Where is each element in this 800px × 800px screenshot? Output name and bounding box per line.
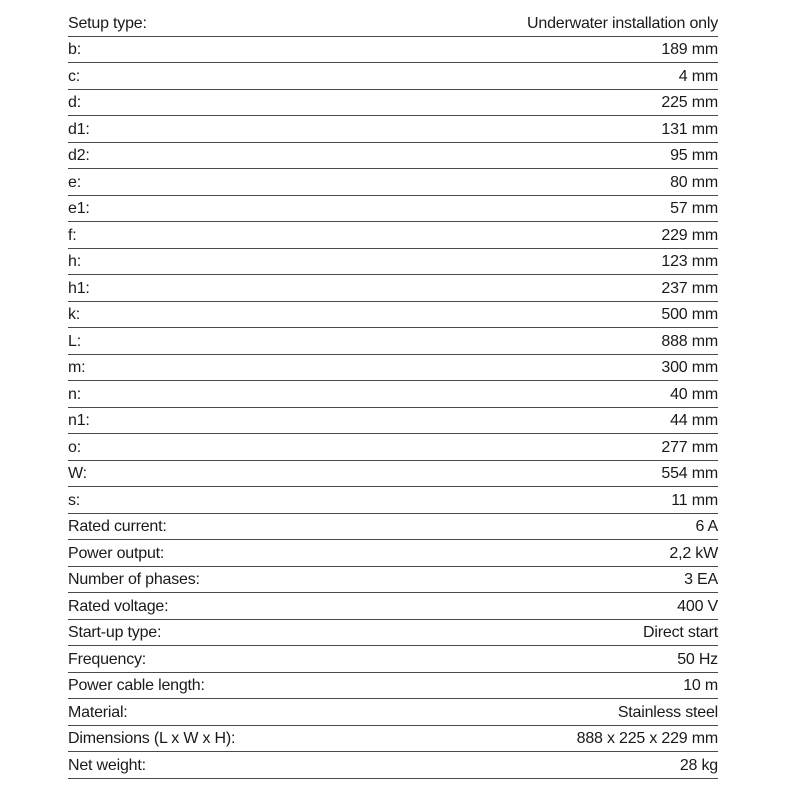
spec-value: 2,2 kW — [669, 544, 718, 562]
spec-label: d: — [68, 94, 81, 111]
spec-row-d — [68, 90, 718, 117]
spec-label: n: — [68, 385, 81, 403]
spec-value: 44 mm — [670, 412, 718, 429]
spec-row-material — [68, 699, 718, 726]
spec-value: 80 mm — [670, 173, 718, 191]
spec-value: 28 kg — [679, 756, 718, 774]
spec-label: W: — [68, 465, 87, 482]
spec-row-setup-type — [68, 10, 718, 37]
spec-label: h1: — [68, 279, 90, 297]
spec-value: 888 x 225 x 229 mm — [576, 730, 718, 747]
spec-label: b: — [68, 41, 81, 58]
spec-row-n1 — [68, 408, 718, 435]
spec-label: c: — [68, 67, 81, 85]
spec-row-l — [68, 328, 718, 355]
spec-label: Rated current: — [68, 518, 167, 535]
spec-value: 237 mm — [661, 279, 718, 297]
spec-value: 554 mm — [661, 465, 718, 482]
spec-label: Power cable length: — [68, 677, 205, 694]
spec-value: 189 mm — [661, 41, 718, 58]
spec-value: 50 Hz — [677, 650, 718, 668]
spec-row-w — [68, 461, 718, 488]
spec-label: o: — [68, 438, 81, 456]
spec-value: 229 mm — [661, 226, 718, 244]
spec-label: k: — [68, 306, 81, 323]
spec-row-frequency — [68, 646, 718, 673]
spec-value: Stainless steel — [617, 703, 718, 721]
spec-value: 40 mm — [670, 385, 718, 403]
spec-label: d2: — [68, 147, 90, 164]
spec-row-d2 — [68, 143, 718, 170]
spec-row-k — [68, 302, 718, 329]
spec-label: e1: — [68, 200, 90, 217]
spec-row-c — [68, 63, 718, 90]
spec-label: Number of phases: — [68, 571, 200, 588]
spec-value: 4 mm — [678, 67, 718, 85]
spec-label: f: — [68, 226, 77, 244]
spec-row-rated-voltage — [68, 593, 718, 620]
spec-value: 11 mm — [671, 491, 718, 509]
spec-label: s: — [68, 491, 81, 509]
spec-row-power-cable-length — [68, 673, 718, 700]
spec-value: 123 mm — [661, 253, 718, 270]
spec-row-h1 — [68, 275, 718, 302]
spec-label: h: — [68, 253, 81, 270]
spec-value: 400 V — [677, 597, 718, 615]
spec-label: L: — [68, 332, 81, 350]
spec-row-h — [68, 249, 718, 276]
spec-value: 3 EA — [684, 571, 718, 588]
spec-value: 888 mm — [661, 332, 718, 350]
spec-label: Rated voltage: — [68, 597, 169, 615]
spec-row-start-up-type — [68, 620, 718, 647]
spec-label: n1: — [68, 412, 90, 429]
spec-label: m: — [68, 359, 86, 376]
spec-row-b — [68, 37, 718, 64]
spec-value: 95 mm — [670, 147, 718, 164]
spec-value: 6 A — [695, 518, 718, 535]
spec-value: 10 m — [683, 677, 718, 694]
spec-label: Material: — [68, 703, 128, 721]
spec-value: Direct start — [643, 624, 718, 641]
spec-value: 500 mm — [661, 306, 718, 323]
spec-row-net-weight — [68, 752, 718, 779]
spec-label: Power output: — [68, 544, 165, 562]
spec-row-dimensions — [68, 726, 718, 753]
spec-label: Net weight: — [68, 756, 146, 774]
spec-value: 225 mm — [661, 94, 718, 111]
spec-row-o — [68, 434, 718, 461]
spec-value: 57 mm — [670, 200, 718, 217]
spec-row-e — [68, 169, 718, 196]
spec-row-n — [68, 381, 718, 408]
spec-label: Start-up type: — [68, 624, 162, 641]
spec-value: 277 mm — [661, 438, 718, 456]
spec-label: Dimensions (L x W x H): — [68, 730, 236, 747]
spec-label: Frequency: — [68, 650, 147, 668]
spec-table — [68, 10, 718, 779]
spec-value: 131 mm — [661, 120, 718, 138]
spec-label: d1: — [68, 120, 90, 138]
spec-row-d1 — [68, 116, 718, 143]
spec-row-s — [68, 487, 718, 514]
spec-row-power-output — [68, 540, 718, 567]
spec-row-number-of-phases — [68, 567, 718, 594]
spec-value: 300 mm — [661, 359, 718, 376]
spec-value: Underwater installation only — [527, 14, 718, 32]
spec-row-m — [68, 355, 718, 382]
spec-label: e: — [68, 173, 81, 191]
spec-row-f — [68, 222, 718, 249]
spec-label: Setup type: — [68, 14, 147, 32]
spec-row-rated-current — [68, 514, 718, 541]
spec-row-e1 — [68, 196, 718, 223]
